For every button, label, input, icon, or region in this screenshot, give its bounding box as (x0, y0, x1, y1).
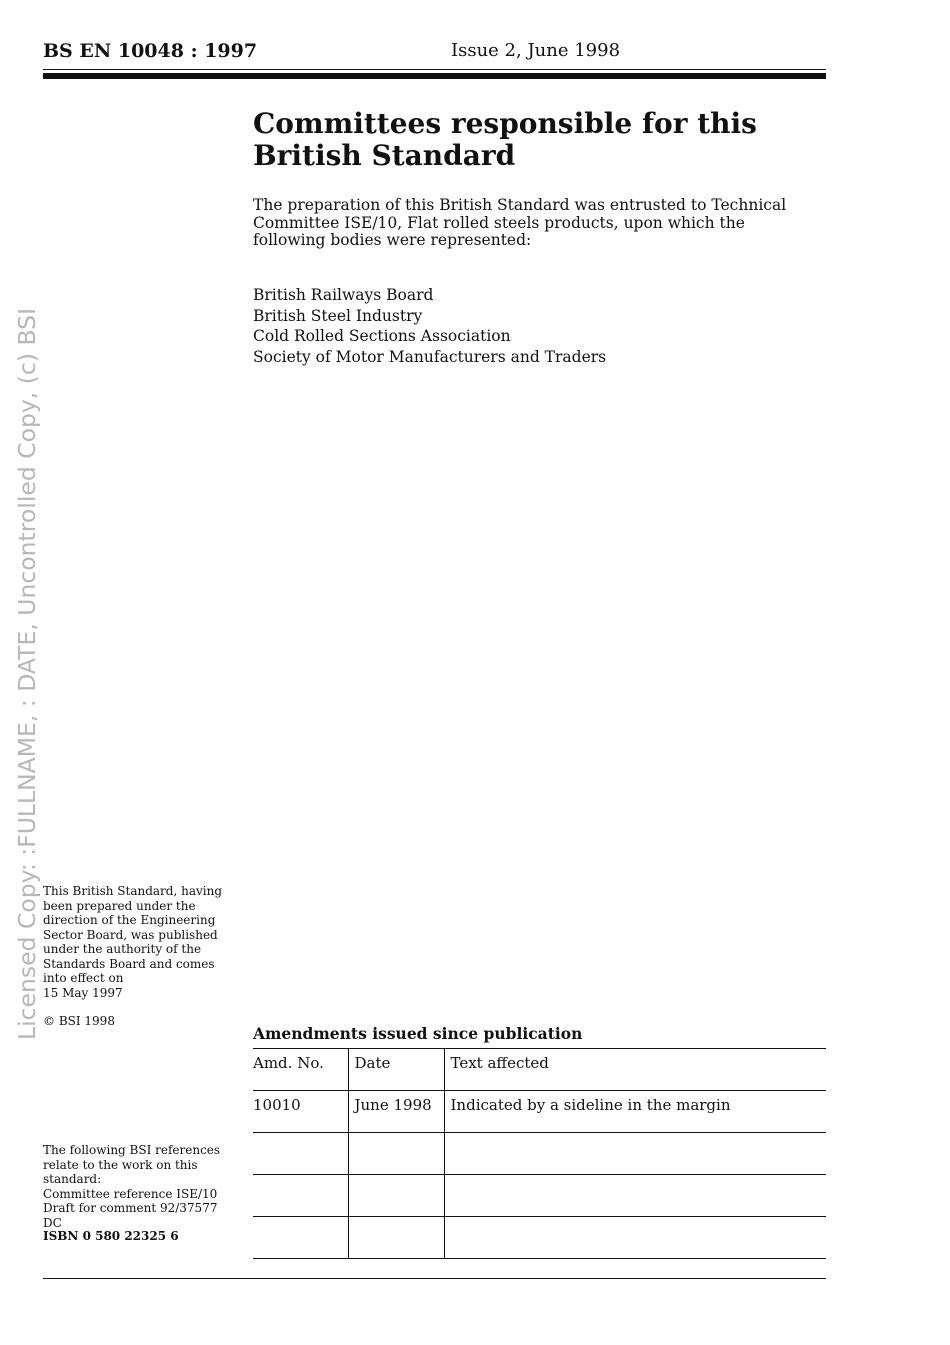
table-cell (253, 1133, 348, 1175)
isbn: ISBN 0 580 22325 6 (43, 1229, 179, 1243)
effective-date: 15 May 1997 (43, 985, 123, 1000)
references-note (43, 1143, 233, 1230)
amendments-table (253, 1048, 826, 1259)
page-title-line-2: British Standard (253, 139, 516, 172)
header-rule-thin (43, 69, 826, 70)
header-rule-thick (43, 73, 826, 79)
table-cell (444, 1175, 826, 1217)
document-number: BS EN 10048 : 1997 (43, 40, 258, 62)
table-cell: June 1998 (348, 1091, 444, 1133)
table-cell (348, 1133, 444, 1175)
table-row (253, 1091, 826, 1133)
table-row (253, 1217, 826, 1259)
committee-reference: Committee reference ISE/10 (43, 1186, 218, 1201)
draft-reference: Draft for comment 92/37577 DC (43, 1201, 218, 1230)
table-cell (444, 1133, 826, 1175)
page-title-line-1: Committees responsible for this (253, 107, 757, 140)
list-item: Cold Rolled Sections Association (253, 327, 511, 346)
references-intro: The following BSI references relate to the work on this standard: (43, 1143, 221, 1186)
table-row (253, 1133, 826, 1175)
table-cell (253, 1217, 348, 1259)
table-cell (253, 1175, 348, 1217)
column-header-amd-no: Amd. No. (253, 1049, 348, 1091)
table-cell: 10010 (253, 1091, 348, 1133)
list-item: British Railways Board (253, 286, 434, 304)
license-watermark: Licensed Copy: :FULLNAME, : DATE, Uncontrolled Copy, (c) BSI (13, 307, 41, 1040)
issue-date: Issue 2, June 1998 (451, 40, 621, 61)
table-cell: Indicated by a sideline in the margin (444, 1091, 826, 1133)
authority-note (43, 884, 233, 1000)
represented-bodies-list (253, 285, 606, 368)
table-cell (348, 1175, 444, 1217)
column-header-text-affected: Text affected (444, 1049, 826, 1091)
list-item: British Steel Industry (253, 306, 423, 325)
table-cell (444, 1217, 826, 1259)
list-item: Society of Motor Manufacturers and Traders (253, 348, 607, 367)
authority-text: This British Standard, having been prepared under the direction of the Engineering Sector Board, was published under the authority of the Standards Board and comes into effect on (43, 884, 223, 985)
page-title (253, 108, 813, 172)
table-cell (348, 1217, 444, 1259)
table-row (253, 1175, 826, 1217)
table-header-row (253, 1049, 826, 1091)
column-header-date: Date (348, 1049, 444, 1091)
intro-paragraph: The preparation of this British Standard was entrusted to Technical Committee ISE/10, Flat rolled steels products, upon which the following bodies were represented: (253, 196, 787, 249)
footer-rule (43, 1278, 826, 1279)
amendments-title: Amendments issued since publication (253, 1024, 583, 1043)
copyright-note: © BSI 1998 (43, 1014, 115, 1028)
